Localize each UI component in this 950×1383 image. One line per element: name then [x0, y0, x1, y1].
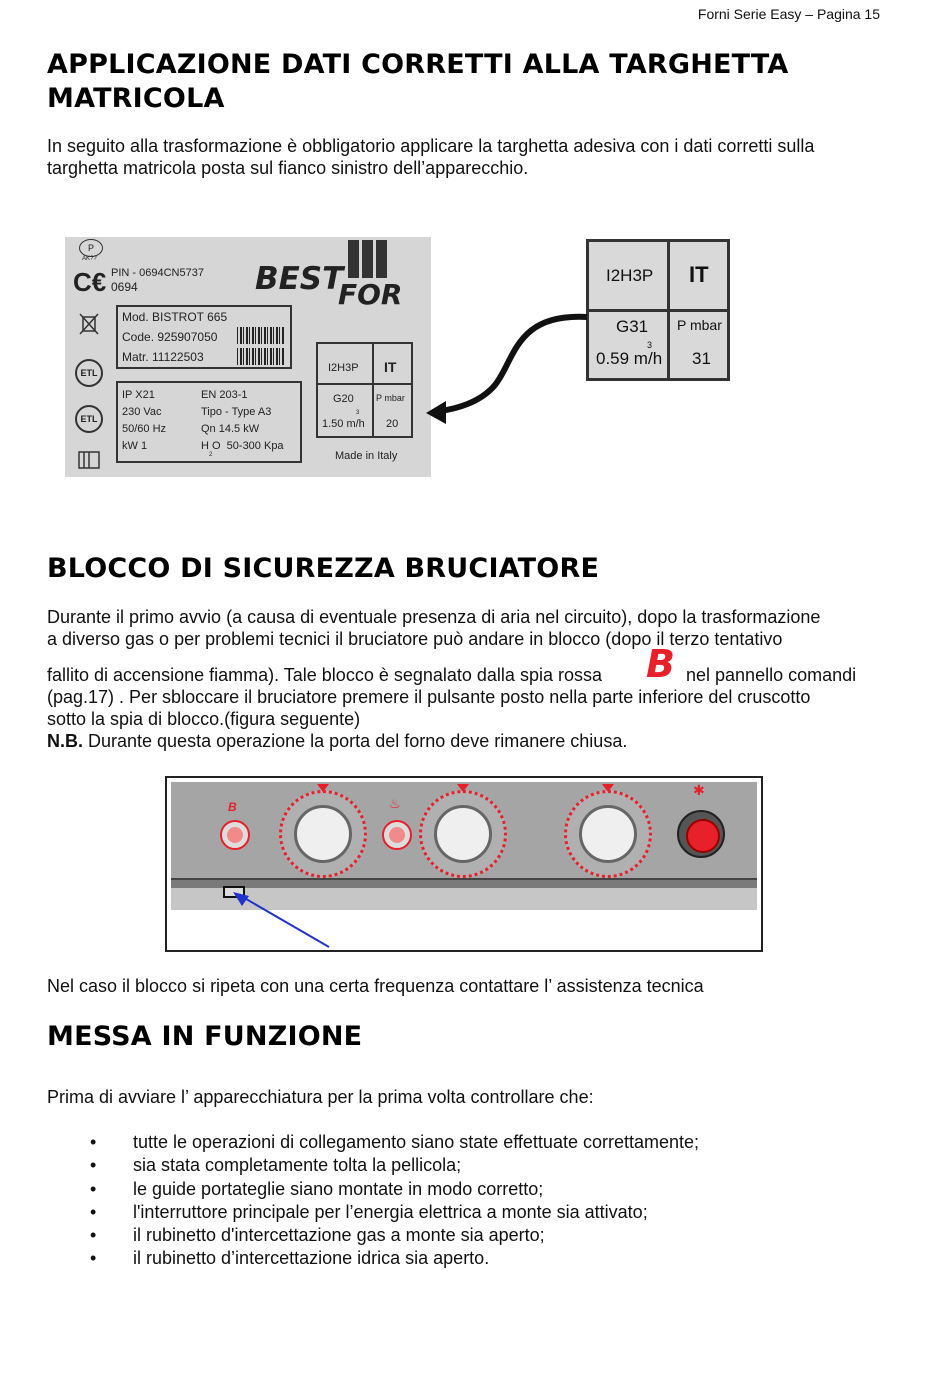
gas-label-flow-sup: 3: [647, 340, 653, 350]
gas-label-pmbar: P mbar: [677, 317, 722, 333]
bullet: •: [90, 1155, 97, 1176]
hz-text: 50/60 Hz: [122, 423, 167, 435]
pressure-certification-icon: P: [79, 239, 103, 257]
blocco-line-1: Durante il primo avvio (a causa di eventuale presenza di aria nel circuito), dopo la trasformazione: [47, 607, 821, 627]
bullet: •: [90, 1201, 97, 1222]
list-item: [47, 1224, 907, 1247]
ip-text: IP X21: [122, 389, 155, 401]
list-item-text: tutte le operazioni di collegamento siano state effettuate correttamente;: [133, 1132, 700, 1152]
gas-label-gas: G31: [616, 317, 649, 336]
ak-label: AK??: [82, 256, 97, 262]
nb-label: N.B.: [47, 731, 83, 751]
list-item: [47, 1131, 907, 1154]
h2o-subscript: 2: [209, 452, 213, 458]
control-panel-figure: [165, 776, 763, 952]
section-title-blocco: BLOCCO DI SICUREZZA BRUCIATORE: [47, 553, 600, 584]
blocco-line-3a: fallito di accensione fiamma). Tale blocco è segnalato dalla spia rossa: [47, 665, 602, 685]
fan-icon: ✱: [693, 782, 705, 798]
messa-intro: Prima di avviare l’ apparecchiatura per la prima volta controllare che:: [47, 1087, 594, 1107]
knob-3-marker-icon: [602, 784, 614, 792]
apply-arrow: [420, 305, 590, 425]
list-item-text: sia stata completamente tolta la pellicola;: [133, 1155, 462, 1176]
gas-label-pressure: 31: [692, 349, 711, 368]
nb-text: Durante questa operazione la porta del forno deve rimanere chiusa.: [83, 731, 628, 751]
list-item: [47, 1247, 907, 1270]
intro-paragraph: [47, 135, 814, 179]
made-in-italy: Made in Italy: [335, 450, 398, 462]
list-item-text: il rubinetto d’intercettazione idrica sia aperto.: [133, 1248, 490, 1269]
flame-light: [382, 820, 412, 850]
temperature-knob-2[interactable]: [419, 790, 507, 878]
plate-gas-hline: [316, 383, 413, 385]
manual-book-icon: [78, 451, 100, 469]
lockout-light: [220, 820, 250, 850]
rating-plate: [65, 237, 431, 477]
panel-b-label: B: [228, 800, 237, 814]
plate-gas-flow-sup: 3: [356, 410, 360, 416]
pin-text: PIN - 0694CN5737: [111, 267, 204, 279]
blocco-line-4: (pag.17) . Per sbloccare il bruciatore premere il pulsante posto nella parte inferiore del cruscotto: [47, 687, 811, 707]
frequency-note: Nel caso il blocco si ripeta con una certa frequenza contattare l’ assistenza tecnica: [47, 976, 704, 996]
title-line-1: APPLICAZIONE DATI CORRETTI ALLA TARGHETTA: [47, 49, 789, 80]
pin-number: 0694: [111, 280, 138, 294]
list-item-text: il rubinetto d'intercettazione gas a monte sia aperto;: [133, 1225, 545, 1246]
list-item-text: le guide portateglie siano montate in modo corretto;: [133, 1178, 544, 1199]
nb-line: [47, 730, 627, 752]
bullet: •: [90, 1132, 97, 1152]
lockout-b-icon: B: [646, 642, 675, 686]
temperature-knob-1[interactable]: [279, 790, 367, 878]
plate-gas-vline: [372, 342, 374, 438]
bullet: •: [90, 1225, 97, 1246]
kw-text: kW 1: [122, 440, 148, 452]
brand-flags-icon: [348, 240, 388, 278]
blocco-line-3b: nel pannello comandi: [686, 665, 857, 685]
qn-text: Qn 14.5 kW: [201, 423, 260, 435]
list-item-text: l'interruttore principale per l’energia elettrica a monte sia attivato;: [133, 1201, 648, 1222]
etl-sanitation-icon: ETL: [75, 405, 103, 433]
knob-1-marker-icon: [317, 784, 329, 792]
weee-bin-icon: [79, 313, 99, 335]
bullet: •: [90, 1248, 97, 1269]
model-text: Mod. BISTROT 665: [122, 310, 228, 324]
gas-label-cat: I2H3P: [606, 266, 654, 285]
blocco-line-2: a diverso gas o per problemi tecnici il bruciatore può andare in blocco (dopo il terzo tentativo: [47, 629, 783, 649]
gas-label-flow: 0.59 m/h: [596, 349, 663, 368]
list-item: [47, 1154, 907, 1177]
section-title-applicazione: [47, 48, 789, 116]
plate-gas-pmbar: P mbar: [376, 393, 405, 403]
brand-best: BEST: [255, 261, 344, 297]
code-text: Code. 925907050: [122, 330, 218, 344]
checklist: [47, 1131, 907, 1271]
knob-2-marker-icon: [457, 784, 469, 792]
plate-gas-type: G20: [333, 393, 354, 405]
gas-label-country: IT: [689, 262, 709, 287]
tipo-text: Tipo - Type A3: [201, 406, 272, 418]
panel-bottom-rail: [171, 878, 757, 888]
temperature-knob-3[interactable]: [564, 790, 652, 878]
vac-text: 230 Vac: [122, 406, 162, 418]
plate-gas-flow: 1.50 m/h: [322, 418, 365, 430]
fan-switch[interactable]: [677, 810, 725, 858]
blocco-line-5: sotto la spia di blocco.(figura seguente): [47, 709, 361, 729]
plate-gas-pressure: 20: [386, 418, 399, 430]
list-item: [47, 1201, 907, 1224]
ce-mark-icon: C€: [73, 267, 107, 297]
intro-line-2: targhetta matricola posta sul fianco sinistro dell’apparecchio.: [47, 158, 529, 178]
flame-icon: ♨: [389, 796, 401, 811]
title-line-2: MATRICOLA: [47, 83, 225, 114]
barcode-matr: [237, 348, 285, 365]
reset-pointer-arrow: [227, 890, 337, 950]
bullet: •: [90, 1178, 97, 1199]
gas-label-box: [586, 239, 730, 381]
h2o-text: H O 50-300 Kpa: [201, 440, 284, 452]
intro-line-1: In seguito alla trasformazione è obbligatorio applicare la targhetta adesiva con i dati corretti sulla: [47, 136, 815, 156]
matr-text: Matr. 11122503: [122, 350, 204, 364]
plate-gas-country: IT: [384, 359, 397, 375]
etl-mark-icon: ETL: [75, 359, 103, 387]
en-text: EN 203-1: [201, 389, 248, 401]
list-item: [47, 1178, 907, 1201]
plate-gas-cat: I2H3P: [328, 362, 359, 374]
gas-label-hline: [589, 309, 727, 312]
section-title-messa: MESSA IN FUNZIONE: [47, 1021, 363, 1052]
page-header: Forni Serie Easy – Pagina 15: [697, 6, 880, 22]
barcode-code: [237, 327, 285, 344]
brand-for: FOR: [338, 278, 403, 311]
